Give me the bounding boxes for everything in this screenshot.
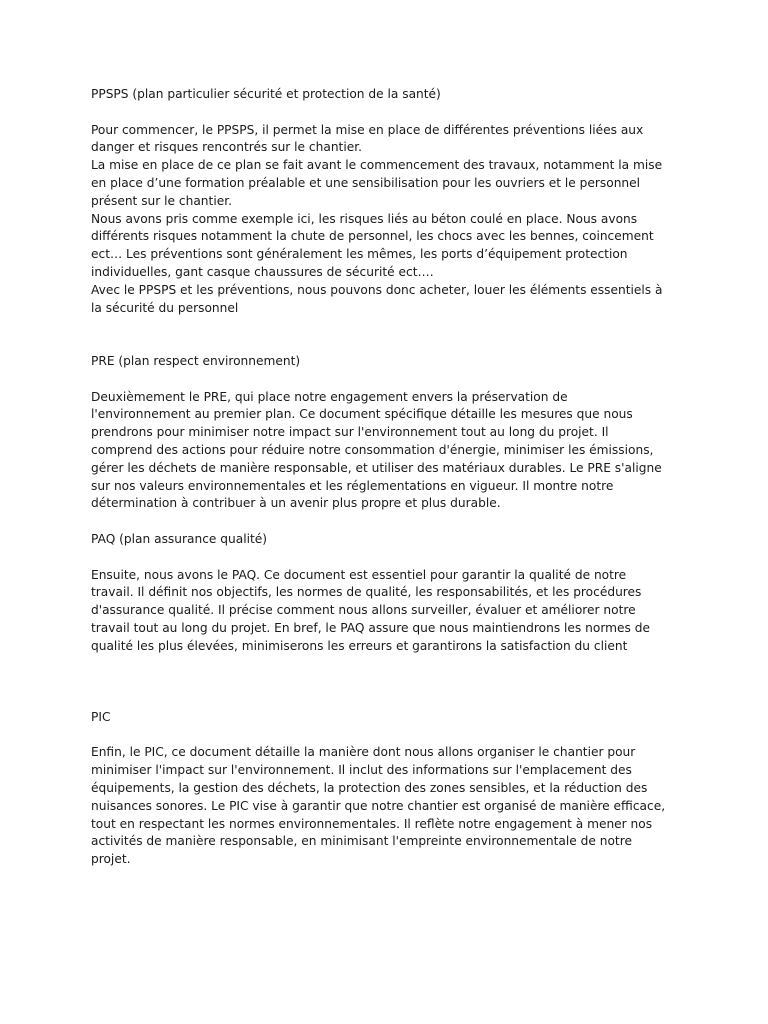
section-title-ppsps: PPSPS (plan particulier sécurité et protection de la santé) (91, 87, 441, 101)
paragraph-line: présent sur le chantier. (91, 193, 232, 208)
paragraph-line: comprend des actions pour réduire notre consommation d'énergie, minimiser les émissions, (91, 442, 654, 457)
paragraph-line: différents risques notamment la chute de personnel, les chocs avec les bennes, coincement (91, 229, 654, 244)
paragraph-line: en place d’une formation préalable et une sensibilisation pour les ouvriers et le personnel (91, 175, 641, 190)
paragraph-line: d'assurance qualité. Il précise comment nous allons surveiller, évaluer et améliorer notre (91, 603, 636, 618)
paragraph-line: projet. (91, 852, 131, 867)
paragraph-line: l'environnement au premier plan. Ce document spécifique détaille les mesures que nous (91, 407, 633, 422)
paragraph-line: travail. Il définit nos objectifs, les normes de qualité, les responsabilités, et les procédures (91, 585, 642, 600)
paragraph-line: Enfin, le PIC, ce document détaille la manière dont nous allons organiser le chantier pour (91, 745, 636, 760)
paragraph-line: activités de manière responsable, en minimisant l'empreinte environnementale de notre (91, 834, 632, 849)
section-title-pre: PRE (plan respect environnement) (91, 353, 301, 368)
paragraph-line: individuelles, gant casque chaussures de sécurité ect…. (91, 264, 434, 279)
section-title-pic: PIC (91, 709, 111, 724)
paragraph-line: Deuxièmement le PRE, qui place notre engagement envers la préservation de (91, 389, 568, 404)
paragraph-line: qualité les plus élevées, minimiserons les erreurs et garantirons la satisfaction du client (91, 638, 628, 653)
document-page (91, 86, 691, 869)
paragraph-line: détermination à contribuer à un avenir plus propre et plus durable. (91, 496, 501, 511)
paragraph-line: gérer les déchets de manière responsable, et utiliser des matériaux durables. Le PRE s'aligne (91, 460, 662, 475)
paragraph-line: sur nos valeurs environnementales et les réglementations en vigueur. Il montre notre (91, 478, 614, 493)
section-body-pic (91, 744, 691, 869)
paragraph-line: prendrons pour minimiser notre impact sur l'environnement tout au long du projet. Il (91, 425, 609, 440)
paragraph-line: ect… Les préventions sont généralement les mêmes, les ports d’équipement protection (91, 247, 628, 262)
section-body-paq (91, 567, 691, 656)
section-body-ppsps (91, 122, 691, 318)
section-body-pre (91, 389, 691, 514)
paragraph-line: Nous avons pris comme exemple ici, les risques liés au béton coulé en place. Nous avons (91, 211, 638, 226)
section-title-paq: PAQ (plan assurance qualité) (91, 531, 268, 546)
paragraph-line: minimiser l'impact sur l'environnement. Il inclut des informations sur l'emplacement des (91, 763, 632, 778)
paragraph-line: Ensuite, nous avons le PAQ. Ce document est essentiel pour garantir la qualité de notre (91, 567, 627, 582)
paragraph-line: Avec le PPSPS et les préventions, nous pouvons donc acheter, louer les éléments essentiels à (91, 282, 663, 297)
paragraph-line: équipements, la gestion des déchets, la protection des zones sensibles, et la réduction des (91, 781, 648, 796)
paragraph-line: La mise en place de ce plan se fait avant le commencement des travaux, notamment la mise (91, 158, 663, 173)
paragraph-line: travail tout au long du projet. En bref, le PAQ assure que nous maintiendrons les normes de (91, 620, 650, 635)
paragraph-line: danger et risques rencontrés sur le chantier. (91, 140, 362, 155)
paragraph-line: Pour commencer, le PPSPS, il permet la mise en place de différentes préventions liées aux (91, 122, 644, 137)
paragraph-line: nuisances sonores. Le PIC vise à garantir que notre chantier est organisé de manière efficace, (91, 798, 666, 813)
paragraph-line: la sécurité du personnel (91, 300, 239, 315)
paragraph-line: tout en respectant les normes environnementales. Il reflète notre engagement à mener nos (91, 816, 653, 831)
